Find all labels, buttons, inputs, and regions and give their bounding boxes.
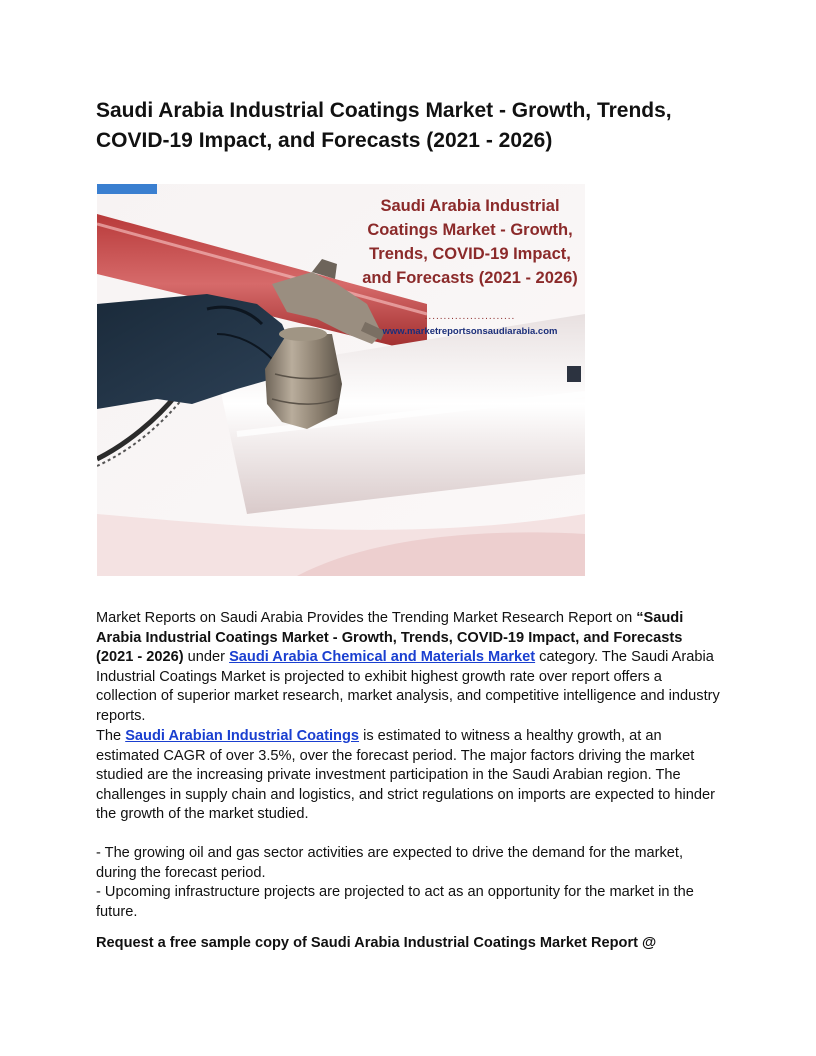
category-link[interactable]: Saudi Arabia Chemical and Materials Market [229,649,536,666]
bullet-item: - Upcoming infrastructure projects are projected to act as an opportunity for the market in the future. [96,884,694,920]
page-title: Saudi Arabia Industrial Coatings Market - Growth, Trends, COVID-19 Impact, and Forecasts (2021 - 2026) [96,99,672,152]
sample-request-text: Request a free sample copy of Saudi Arabia Industrial Coatings Market Report @ [96,935,657,951]
hero-caption: Saudi Arabia Industrial Coatings Market - Growth, Trends, COVID-19 Impact, and Forecasts (2021 - 2026) [362,197,578,287]
intro-text: Market Reports on Saudi Arabia Provides the Trending Market Research Report on [96,610,637,626]
under-text: under [183,649,230,666]
hero-dots: ........................ [424,311,516,322]
bullet-list [96,844,722,922]
report-name: Saudi Arabia Industrial Coatings Market - Growth, Trends, COVID-19 Impact, and Forecasts (2021 - 2026) [96,610,684,666]
coatings-link[interactable]: Saudi Arabian Industrial Coatings [125,728,360,744]
hero-url: www.marketreportsonsaudiarabia.com [382,326,558,337]
quote-open: “ [636,610,644,626]
hero-image [97,184,585,576]
intro-paragraph [96,609,722,727]
the-text: The [96,728,126,744]
bullet-item: - The growing oil and gas sector activities are expected to drive the demand for the market, during the forecast period. [96,845,684,881]
intro-rest: category. The Saudi Arabia Industrial Coatings Market is projected to exhibit highest growth rate over report offers a collection of superior market research, market analysis, and competitive intelligence and industry reports. [96,649,720,724]
market-rest: is estimated to witness a healthy growth, at an estimated CAGR of over 3.5%, over the forecast period. The major factors driving the market studied are the increasing private investment participation in the Saudi Arabian region. The challenges in supply chain and logistics, and strict regulations on imports are expected to hinder the growth of the market studied. [96,728,715,823]
market-paragraph [96,727,722,825]
